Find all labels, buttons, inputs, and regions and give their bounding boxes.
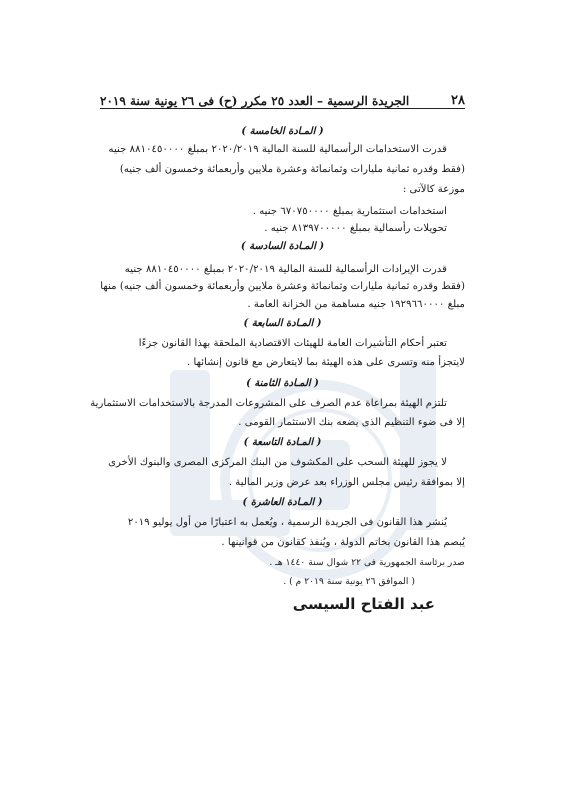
header-title: الجريدة الرسمية – العدد ٢٥ مكرر (ح) فى ٢٦ يونية سنة ٢٠١٩	[100, 94, 410, 108]
article-9-line-2: إلا بموافقة رئيس مجلس الوزراء بعد عرض وزير المالية .	[228, 477, 465, 488]
article-10-line-2: يُبصم هذا القانون بخاتم الدولة ، ويُنفذ كقانون من قوانينها .	[221, 537, 465, 548]
issued-line: صدر برئاسة الجمهورية فى ٢٢ شوال سنة ١٤٤٠ هـ .	[269, 557, 465, 568]
article-5-line-4: استخدامات استثمارية بمبلغ ٦٧٠٧٥٠٠٠٠ جنيه .	[252, 206, 447, 217]
article-10-heading: ( المـادة العاشرة )	[242, 497, 323, 508]
article-9-line-1: لا يجوز للهيئة السحب على المكشوف من البنك المركزى المصرى والبنوك الأخرى	[108, 457, 447, 468]
article-9-heading: ( المـادة التاسعة )	[243, 437, 322, 448]
signature-name: عبد الفتاح السيسى	[292, 595, 435, 613]
article-8-line-2: إلا فى ضوء التنظيم الذى يضعه بنك الاستثمار القومى .	[238, 417, 465, 428]
article-5-heading: ( المـادة الخامسة )	[241, 126, 324, 137]
page-number: ٢٨	[451, 93, 465, 108]
article-8-line-1: تلتزم الهيئة بمراعاة عدم الصرف على المشروعات المدرجة بالاستخدامات الاستثمارية	[90, 398, 447, 409]
article-6-heading: ( المـادة السادسة )	[240, 241, 325, 252]
article-8-heading: ( المـادة الثامنة )	[246, 378, 319, 389]
corresponding-date-line: ( الموافق ٢٦ يونية سنة ٢٠١٩ م ) .	[283, 576, 415, 587]
article-5-line-2: (فقط وقدره ثمانية مليارات وثمانمائة وعشرة ملايين وأربعمائة وخمسون ألف جنيه)	[119, 164, 465, 175]
article-5-line-3: موزعة كالآتى :	[402, 184, 465, 195]
article-6-line-1: قدرت الإيرادات الرأسمالية للسنة المالية ٢٠٢٠/٢٠١٩ بمبلغ ٨٨١٠٤٥٠٠٠٠ جنيه	[124, 264, 447, 275]
article-5-line-5: تحويلات رأسمالية بمبلغ ٨١٣٩٧٠٠٠٠٠ جنيه .	[264, 223, 447, 234]
article-6-line-2: (فقط وقدره ثمانية مليارات وثمانمائة وعشرة ملايين وأربعمائة وخمسون ألف جنيه) منها	[100, 281, 465, 292]
article-7-heading: ( المـادة السابعة )	[243, 318, 322, 329]
article-7-line-2: لايتجزأ منه وتسرى على هذه الهيئة بما لايتعارض مع قانون إنشائها .	[186, 357, 465, 368]
article-7-line-1: تعتبر أحكام التأشيرات العامة للهيئات الاقتصادية الملحقة بهذا القانون جزءًا	[138, 338, 447, 349]
article-6-line-3: مبلغ ١٩٢٩٦٦٠٠٠٠ جنيه مساهمة من الخزانة العامة .	[247, 299, 465, 310]
article-5-line-1: قدرت الاستخدامات الرأسمالية للسنة المالية ٢٠٢٠/٢٠١٩ بمبلغ ٨٨١٠٤٥٠٠٠٠ جنيه	[108, 144, 447, 155]
page-header	[100, 82, 465, 109]
article-10-line-1: يُنشر هذا القانون فى الجريدة الرسمية ، ويُعمل به اعتبارًا من أول يوليو ٢٠١٩	[127, 517, 447, 528]
